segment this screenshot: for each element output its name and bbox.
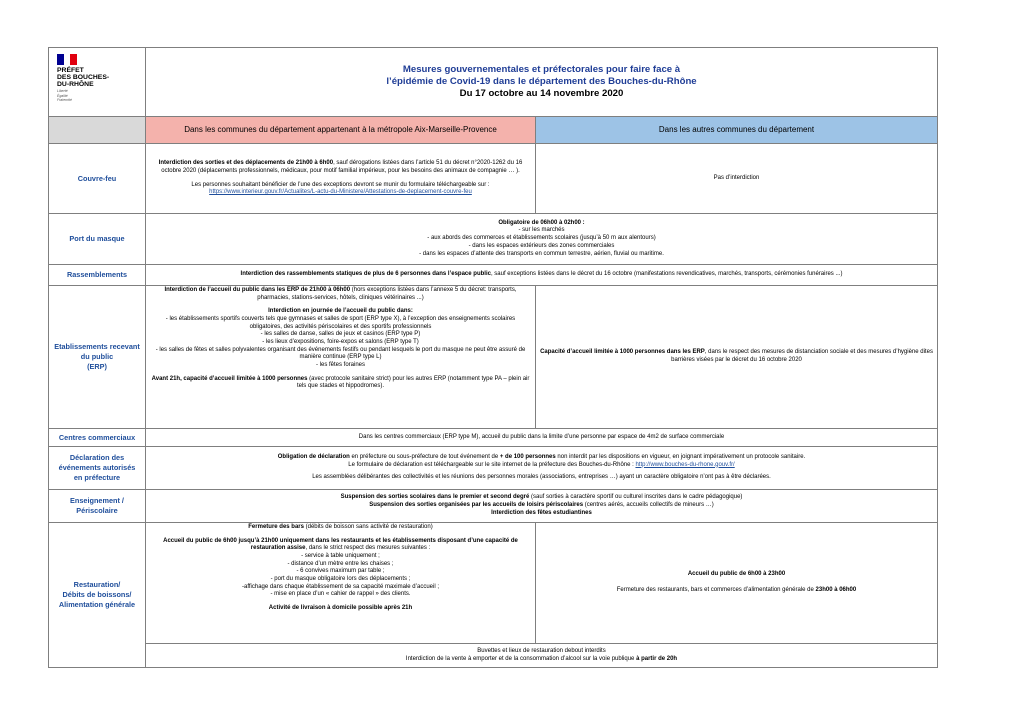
restauration-commun-content [146,644,938,668]
couvre-feu-paragraph-1 [149,160,532,175]
restauration-item-6: - mise en place d’un « cahier de rappel » des clients. [270,591,411,598]
label-erp-line-2: du public [80,352,114,362]
row-couvre-feu [49,144,938,214]
couvre-feu-bold: Interdiction des sorties et des déplacements de 21h00 à 6h00 [158,160,334,167]
erp-item-2: - les salles de danse, salles de jeux et casinos (ERP type P) [260,331,421,338]
declaration-content [146,447,938,490]
restauration-buvettes: Buvettes et lieux de restauration debout interdits [477,647,606,654]
restauration-metropole [146,523,536,644]
enseignement-line-3: Interdiction des fêtes estudiantines [491,509,592,516]
restauration-item-2: - distance d’un mètre entre les chaises ; [287,560,394,567]
logo-line-3: DU-RHÔNE [57,81,94,89]
enseignement-rest-2: (centres aérés, accueils collectifs de mineurs …) [583,502,714,509]
row-restauration-commun [49,644,938,668]
label-restauration-line-1: Restauration/ [73,580,121,590]
erp-p1-bold: Interdiction de l’accueil du public dans les ERP de 21h00 à 06h00 [164,287,351,293]
label-declaration [49,447,146,490]
enseignement-line-2 [149,502,934,510]
french-flag-icon [57,54,77,65]
label-restauration-line-2: Débits de boissons/ [62,590,132,600]
couvre-feu-metropole [146,144,536,214]
restauration-paragraph-1 [149,524,532,532]
erp-p1-rest: (hors exceptions listées dans l’annexe 5 du décret: transports, pharmacies, stations-services, hôtels, cliniques vétérinaires ...) [257,287,517,301]
declaration-form-text: Le formulaire de déclaration est téléchargeable sur le site internet de la préfecture des Bouches-du-Rhône : [348,461,636,468]
rassemblements-bold: Interdiction des rassemblements statiques de plus de 6 personnes dans l’espace public [240,271,491,278]
erp-paragraph-1 [149,287,532,302]
column-header-row [49,117,938,144]
couvre-feu-paragraph-2: Les personnes souhaitant bénéficier de l’une des exceptions devront se munir du formulaire téléchargeable sur : [191,181,490,188]
declaration-bold-1: Obligation de déclaration [277,453,350,460]
label-erp-line-3: (ERP) [87,361,107,371]
label-enseignement-line-2: Périscolaire [76,506,118,515]
masque-item-3: - dans les espaces extérieurs des zones commerciales [468,242,615,249]
declaration-rest-1: en préfecture ou sous-préfecture de tout événement de [349,453,500,460]
label-centres-commerciaux: Centres commerciaux [49,429,146,447]
label-port-du-masque: Port du masque [49,214,146,265]
couvre-feu-autres: Pas d’interdiction [536,144,938,214]
erp-autres-rest: , dans le respect des mesures de distanciation sociale et des mesures d’hygiène dites barrières visées par le décret du 16 octobre 2020 [671,349,933,363]
document-title-line-2: l’épidémie de Covid-19 dans le département des Bouches-du-Rhône [386,75,697,87]
restauration-p1-rest: (débits de boisson sans activité de restauration) [303,524,433,530]
prefecture-website-link[interactable]: http://www.bouches-du-rhone.gouv.fr/ [635,461,735,468]
erp-paragraph-3 [149,376,532,391]
restauration-paragraph-2 [149,538,532,553]
restauration-autres-bold: 23h00 à 06h00 [815,587,857,593]
blank-header-cell [49,117,146,144]
enseignement-line-1 [149,494,934,502]
restauration-autres [536,523,938,644]
logo-line-2: DES BOUCHES- [57,74,110,82]
restauration-alcool-rest: Interdiction de la vente à emporter et de la consommation d’alcool sur la voie publique [405,655,637,662]
restauration-autres-rest: Fermeture des restaurants, bars et commerces d’alimentation générale de [616,587,816,593]
rassemblements-rest: , sauf exceptions listées dans le décret du 16 octobre (manifestations revendicatives, marchés, transports, cérémonies funéraires ...) [490,271,843,278]
restauration-p2-rest: , dans le strict respect des mesures suivantes : [305,545,431,552]
label-declaration-line-3: en préfecture [73,472,121,482]
enseignement-bold-2: Suspension des sorties organisées par les accueils de loisirs périscolaires [369,502,584,509]
restauration-p2-bold: Accueil du public de 6h00 jusqu’à 21h00 uniquement dans les restaurants et les établissements disposant d’une capacité de restauration assise [163,537,518,552]
label-erp-line-1: Etablissements recevant [54,342,140,352]
declaration-rest-2: non interdit par les dispositions en vigueur, en joignant impérativement un protocole sanitaire. [555,453,806,460]
logo-motto [57,89,137,102]
declaration-line-2 [149,462,934,470]
row-port-du-masque [49,214,938,265]
label-restauration-line-3: Alimentation générale [58,599,136,609]
label-rassemblements: Rassemblements [49,265,146,286]
restauration-autres-fermeture [539,587,934,595]
document-header [146,48,938,117]
erp-p3-rest: (avec protocole sanitaire strict) pour les autres ERP (notamment type PA – plein air tels que stades et hippodromes). [296,375,530,390]
restauration-item-5: -affichage dans chaque établissement de sa capacité maximale d’accueil ; [241,583,439,590]
enseignement-bold-1: Suspension des sorties scolaires dans le premier et second degré [340,494,530,501]
centres-commerciaux-content: Dans les centres commerciaux (ERP type M), accueil du public dans la limite d’une personne par espace de 4m2 de surface commerciale [146,429,938,447]
enseignement-content [146,490,938,523]
declaration-line-3: Les assemblées délibérantes des collectivités et les réunions des personnes morales (associations, entreprises …) ayant un caractère obligatoire n’ont pas à être déclarées. [312,474,771,481]
erp-item-3: - les lieux d’expositions, foire-expos et salons (ERP type T) [262,339,419,346]
prefecture-logo [49,48,146,117]
motto-egalite: Égalité [57,93,68,98]
header-row [49,48,938,117]
restauration-autres-accueil: Accueil du public de 6h00 à 23h00 [687,571,786,578]
label-restauration [49,523,146,668]
masque-item-1: - sur les marchés [518,227,565,234]
declaration-bold-2: + de 100 personnes [499,453,556,460]
row-erp [49,286,938,429]
erp-autres [536,286,938,429]
attestation-link[interactable]: https://www.interieur.gouv.fr/Actualites/L-actu-du-Ministere/Attestations-de-deplacement-couvre-feu [209,189,472,196]
row-rassemblements [49,265,938,286]
restauration-item-1: - service à table uniquement ; [301,553,380,560]
logo-line-1: PRÉFET [57,67,84,74]
masque-item-2: - aux abords des commerces et établissements scolaires (jusqu’à 50 m aux alentours) [427,235,656,242]
masque-heading: Obligatoire de 06h00 à 02h00 : [498,219,585,226]
measures-table [48,47,938,668]
row-declaration [49,447,938,490]
document-date-range: Du 17 octobre au 14 novembre 2020 [459,87,624,99]
restauration-p1-bold: Fermeture des bars [248,524,304,530]
document-title-line-1: Mesures gouvernementales et préfectorales pour faire face à [402,63,681,75]
motto-fraternite: Fraternité [57,97,72,102]
declaration-line-1 [149,454,934,462]
label-declaration-line-2: événements autorisés [58,463,136,473]
erp-item-1: - les établissements sportifs couverts tels que gymnases et salles de sport (ERP type X), à l’exception des enseignements scolaires obligatoires, des activités périscolaires et des sportifs professionnels [165,316,516,330]
erp-item-5: - les fêtes foraines [315,362,366,369]
label-couvre-feu: Couvre-feu [49,144,146,214]
motto-liberte: Liberté [57,89,68,94]
restauration-alcool-bold: à partir de 20h [636,655,678,662]
restauration-item-4: - port du masque obligatoire lors des déplacements ; [270,576,411,583]
enseignement-rest-1: (sauf sorties à caractère sportif ou culturel inscrites dans le cadre pédagogique) [529,494,743,501]
erp-autres-bold: Capacité d’accueil limitée à 1000 personnes dans les ERP [540,349,705,356]
label-enseignement-line-1: Enseignement / [70,496,124,506]
port-du-masque-content [146,214,938,265]
masque-item-4: - dans les espaces d’attente des transports en commun terrestre, aérien, fluvial ou maritime. [419,250,664,257]
label-erp [49,286,146,429]
erp-p3-bold: Avant 21h, capacité d’accueil limitée à 1000 personnes [151,375,308,382]
erp-metropole [146,286,536,429]
rassemblements-content [146,265,938,286]
column-header-autres: Dans les autres communes du département [536,117,938,144]
column-header-metropole: Dans les communes du département appartenant à la métropole Aix-Marseille-Provence [146,117,536,144]
restauration-alcool [149,656,934,664]
row-centres-commerciaux [49,429,938,447]
row-restauration [49,523,938,644]
label-enseignement [49,490,146,523]
restauration-item-3: - 6 convives maximum par table ; [296,568,385,575]
restauration-paragraph-3: Activité de livraison à domicile possible après 21h [268,605,413,612]
label-declaration-line-1: Déclaration des [69,453,125,463]
erp-interdiction-heading: Interdiction en journée de l’accueil du public dans: [268,308,413,315]
erp-item-4: - les salles de fêtes et salles polyvalentes organisant des événements festifs ou pendant lesquels le port du masque ne peut être assuré de manière continue (ERP type L) [155,346,526,361]
row-enseignement [49,490,938,523]
couvre-feu-rest: , sauf dérogations listées dans l’article 51 du décret n°2020-1262 du 16 octobre 2020 (déplacements professionnels, médicaux, pour motif familial impérieux, pour les besoins des animaux de compagnie … ). [161,160,523,174]
